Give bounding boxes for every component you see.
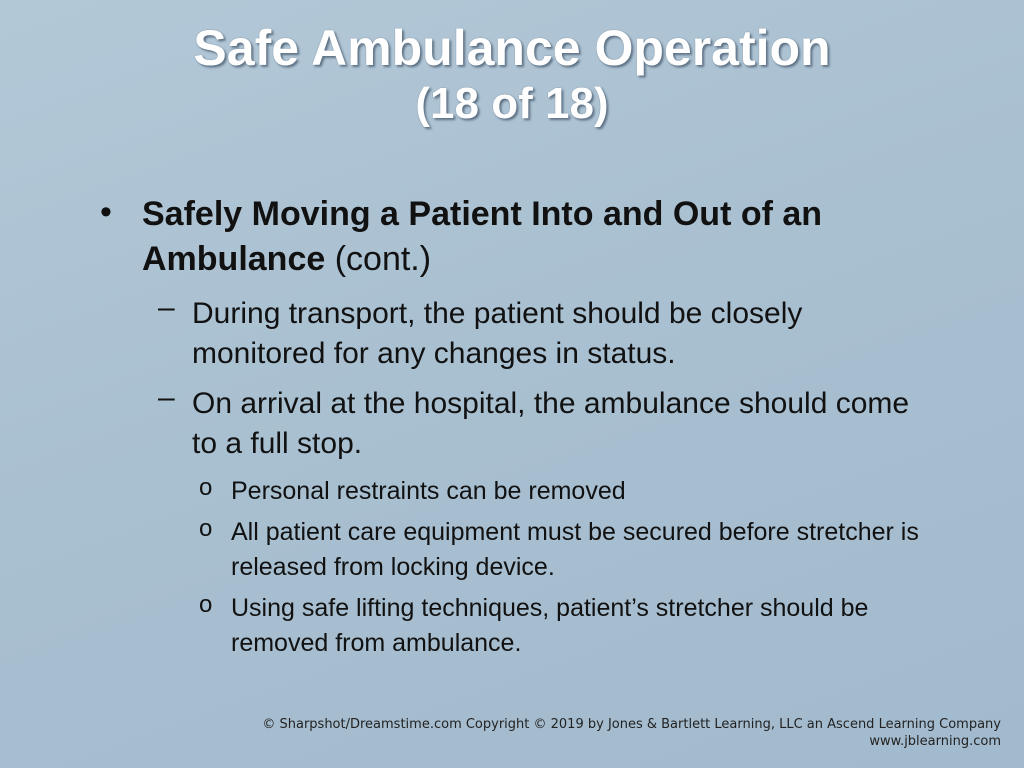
sub-bullet-text: During transport, the patient should be closely monitored for any changes in status. xyxy=(192,297,803,370)
copyright-footer xyxy=(262,716,1001,750)
slide-content xyxy=(100,192,940,667)
bullet-rest-text: (cont.) xyxy=(325,240,432,278)
bullet-marker: • xyxy=(100,193,112,231)
slide-title xyxy=(0,18,1024,130)
subsub-bullet-text: All patient care equipment must be secured before stretcher is released from locking device. xyxy=(231,518,919,581)
sub-bullet-text: On arrival at the hospital, the ambulance should come to a full stop. xyxy=(192,387,910,460)
subsub-bullet-text: Using safe lifting techniques, patient’s stretcher should be removed from ambulance. xyxy=(231,594,869,657)
bullet-level-1 xyxy=(100,192,940,282)
sub-bullet-transport xyxy=(158,291,940,374)
subsub-bullet-lifting xyxy=(199,591,940,661)
dash-marker: – xyxy=(158,381,175,414)
subsub-bullet-restraints xyxy=(199,474,940,509)
circle-marker: o xyxy=(199,474,213,501)
subsub-bullet-text: Personal restraints can be removed xyxy=(231,477,626,505)
circle-marker: o xyxy=(199,515,213,542)
dash-marker: – xyxy=(158,291,175,324)
subsub-bullet-equipment xyxy=(199,515,940,585)
circle-marker: o xyxy=(199,591,213,618)
copyright-line: © Sharpshot/Dreamstime.com Copyright © 2019 by Jones & Bartlett Learning, LLC an Ascend Learning Company xyxy=(262,717,1001,732)
sub-bullet-arrival xyxy=(158,381,940,464)
bullet-bold-text: Safely Moving a Patient Into and Out of an Ambulance xyxy=(142,195,823,278)
title-line-1: Safe Ambulance Operation xyxy=(193,20,831,76)
website-link: www.jblearning.com xyxy=(869,734,1001,749)
title-line-2: (18 of 18) xyxy=(415,79,609,128)
